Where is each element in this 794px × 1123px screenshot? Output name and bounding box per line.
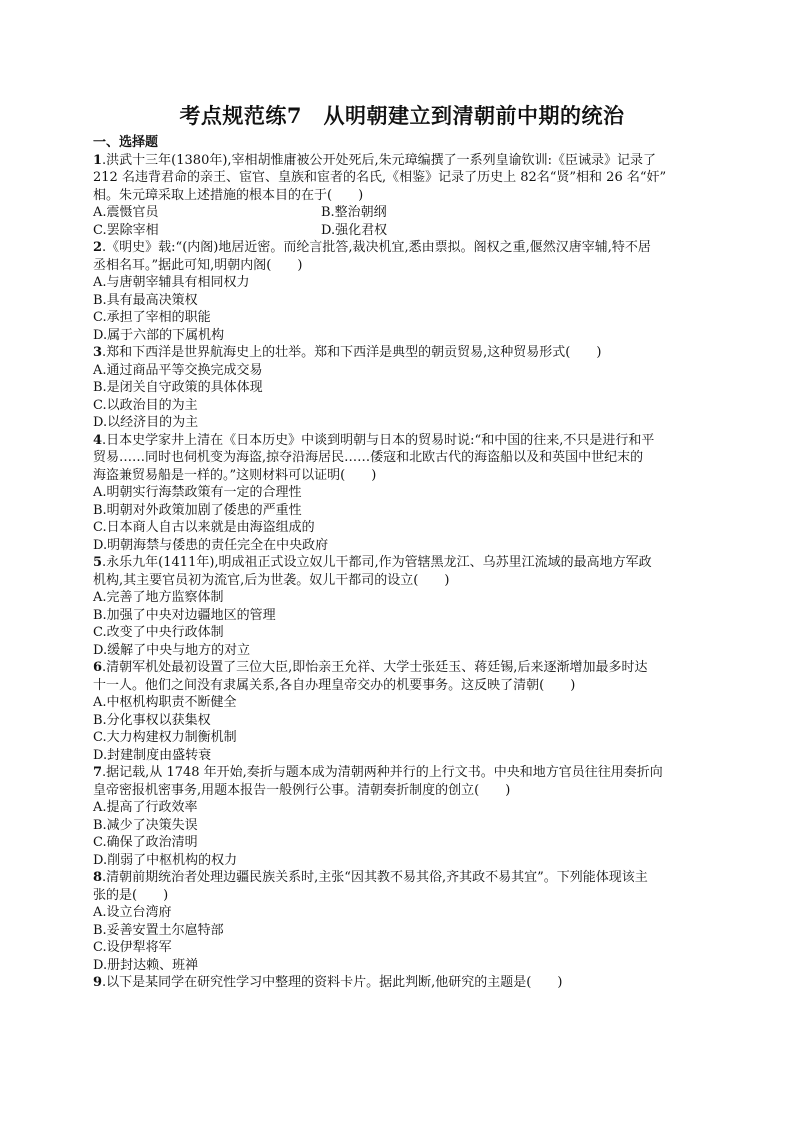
option-d: D.强化君权 bbox=[321, 222, 388, 238]
option-d: D.明朝海禁与倭患的责任完全在中央政府 bbox=[93, 537, 329, 553]
question-number: 8 bbox=[93, 870, 103, 885]
question-stem-line: 1.洪武十三年(1380年),宰相胡惟庸被公开处死后,朱元璋编撰了一系列皇谕钦训:《臣诫录》记录了 bbox=[93, 152, 657, 168]
option-d: D.以经济目的为主 bbox=[93, 415, 199, 430]
option-b: B.减少了决策失误 bbox=[93, 817, 198, 833]
question-stem-line: 海盗兼贸易船是一样的。”这则材料可以证明( ) bbox=[93, 467, 377, 483]
option-row bbox=[93, 222, 711, 240]
question-number: 3 bbox=[93, 345, 103, 360]
option-row bbox=[93, 204, 711, 222]
question-stem-line: 相。朱元璋采取上述措施的根本目的在于( ) bbox=[93, 187, 364, 203]
option-b: B.具有最高决策权 bbox=[93, 292, 198, 308]
option-c: C.改变了中央行政体制 bbox=[93, 625, 224, 640]
question-stem-line: 皇帝密报机密事务,用题本报告一般例行公事。清朝奏折制度的创立( ) bbox=[93, 782, 511, 798]
question-stem-line: 贸易……同时也伺机变为海盗,掠夺沿海居民……倭寇和北欧古代的海盗船以及和英国中世纪末的 bbox=[93, 450, 644, 465]
option-d: D.削弱了中枢机构的权力 bbox=[93, 852, 238, 868]
option-b: B.明朝对外政策加剧了倭患的严重性 bbox=[93, 502, 302, 518]
question-stem-line: 十一人。他们之间没有隶属关系,各自办理皇帝交办的机要事务。这反映了清朝( ) bbox=[93, 677, 576, 693]
question-stem-line: 7.据记载,从 1748 年开始,奏折与题本成为清朝两种并行的上行文书。中央和地方官员往往用奏折向 bbox=[93, 765, 663, 780]
question-2 bbox=[93, 239, 711, 344]
question-number: 4 bbox=[93, 432, 103, 448]
question-stem-line: 2.《明史》载:“(内阁)地居近密。而纶言批答,裁决机宜,悉由票拟。阁权之重,偃然汉唐宰辅,特不居 bbox=[93, 240, 651, 255]
option-a: A.与唐朝宰辅具有相同权力 bbox=[93, 275, 250, 290]
option-c: C.设伊犁将军 bbox=[93, 940, 172, 955]
option-d: D.属于六部的下属机构 bbox=[93, 327, 225, 343]
question-stem-line: 3.郑和下西洋是世界航海史上的壮举。郑和下西洋是典型的朝贡贸易,这种贸易形式( ) bbox=[93, 345, 602, 360]
option-b: B.整治朝纲 bbox=[321, 205, 387, 220]
option-b: B.妥善安置土尔扈特部 bbox=[93, 922, 224, 938]
question-stem-line: 8.清朝前期统治者处理边疆民族关系时,主张“因其教不易其俗,齐其政不易其宜”。下列能体现该主 bbox=[93, 870, 648, 885]
question-stem-line: 4.日本史学家井上清在《日本历史》中谈到明朝与日本的贸易时说:“和中国的往来,不只是进行和平 bbox=[93, 432, 655, 448]
question-number: 9 bbox=[93, 975, 103, 990]
option-a: A.完善了地方监察体制 bbox=[93, 590, 224, 605]
question-1 bbox=[93, 152, 711, 240]
option-a: A.通过商品平等交换完成交易 bbox=[93, 362, 263, 378]
option-c: C.确保了政治清明 bbox=[93, 835, 198, 850]
question-stem-line: 6.清朝军机处最初设置了三位大臣,即怡亲王允祥、大学士张廷玉、蒋廷锡,后来逐渐增加最多时达 bbox=[93, 660, 648, 675]
option-d: D.封建制度由盛转衰 bbox=[93, 747, 212, 763]
question-4 bbox=[93, 432, 711, 555]
question-stem-line: 212 名违背君命的亲王、宦官、皇族和宦者的名氏,《相鉴》记录了历史上 82名“贤”相和 26 名“奸” bbox=[93, 170, 667, 185]
page-title: 考点规范练7 从明朝建立到清朝前中期的统治 bbox=[179, 103, 625, 128]
question-8 bbox=[93, 869, 711, 974]
section-heading: 一、选择题 bbox=[93, 135, 159, 150]
option-a: A.明朝实行海禁政策有一定的合理性 bbox=[93, 485, 302, 500]
question-stem-line: 张的是( ) bbox=[93, 887, 169, 903]
option-c: C.罢除宰相 bbox=[93, 222, 159, 238]
option-a: A.震慑官员 bbox=[93, 205, 159, 220]
question-6 bbox=[93, 659, 711, 764]
option-c: C.大力构建权力制衡机制 bbox=[93, 730, 237, 745]
question-5 bbox=[93, 554, 711, 659]
question-9 bbox=[93, 974, 711, 992]
option-a: A.设立台湾府 bbox=[93, 905, 172, 920]
option-a: A.提高了行政效率 bbox=[93, 800, 198, 815]
question-number: 5 bbox=[93, 555, 103, 570]
question-stem-line: 9.以下是某同学在研究性学习中整理的资料卡片。据此判断,他研究的主题是( ) bbox=[93, 975, 563, 990]
question-7 bbox=[93, 764, 711, 869]
question-number: 2 bbox=[93, 240, 103, 255]
question-number: 7 bbox=[93, 765, 103, 780]
question-stem-line: 机构,其主要官员初为流官,后为世袭。奴儿干都司的设立( ) bbox=[93, 572, 450, 588]
question-stem-line: 5.永乐九年(1411年),明成祖正式设立奴儿干都司,作为管辖黑龙江、乌苏里江流域的最高地方军政 bbox=[93, 555, 652, 570]
question-3 bbox=[93, 344, 711, 432]
option-b: B.是闭关自守政策的具体体现 bbox=[93, 380, 263, 395]
question-stem-line: 丞相名耳。”据此可知,明朝内阁( ) bbox=[93, 257, 303, 273]
option-c: C.日本商人自古以来就是由海盗组成的 bbox=[93, 520, 315, 535]
option-c: C.承担了宰相的职能 bbox=[93, 310, 211, 325]
question-number: 1 bbox=[93, 152, 103, 168]
option-b: B.分化事权以获集权 bbox=[93, 712, 211, 728]
question-number: 6 bbox=[93, 660, 103, 675]
option-b: B.加强了中央对边疆地区的管理 bbox=[93, 607, 276, 623]
document-page bbox=[93, 100, 711, 992]
option-d: D.册封达赖、班禅 bbox=[93, 957, 199, 973]
option-c: C.以政治目的为主 bbox=[93, 397, 198, 413]
option-d: D.缓解了中央与地方的对立 bbox=[93, 642, 251, 658]
option-a: A.中枢机构职责不断健全 bbox=[93, 695, 237, 710]
